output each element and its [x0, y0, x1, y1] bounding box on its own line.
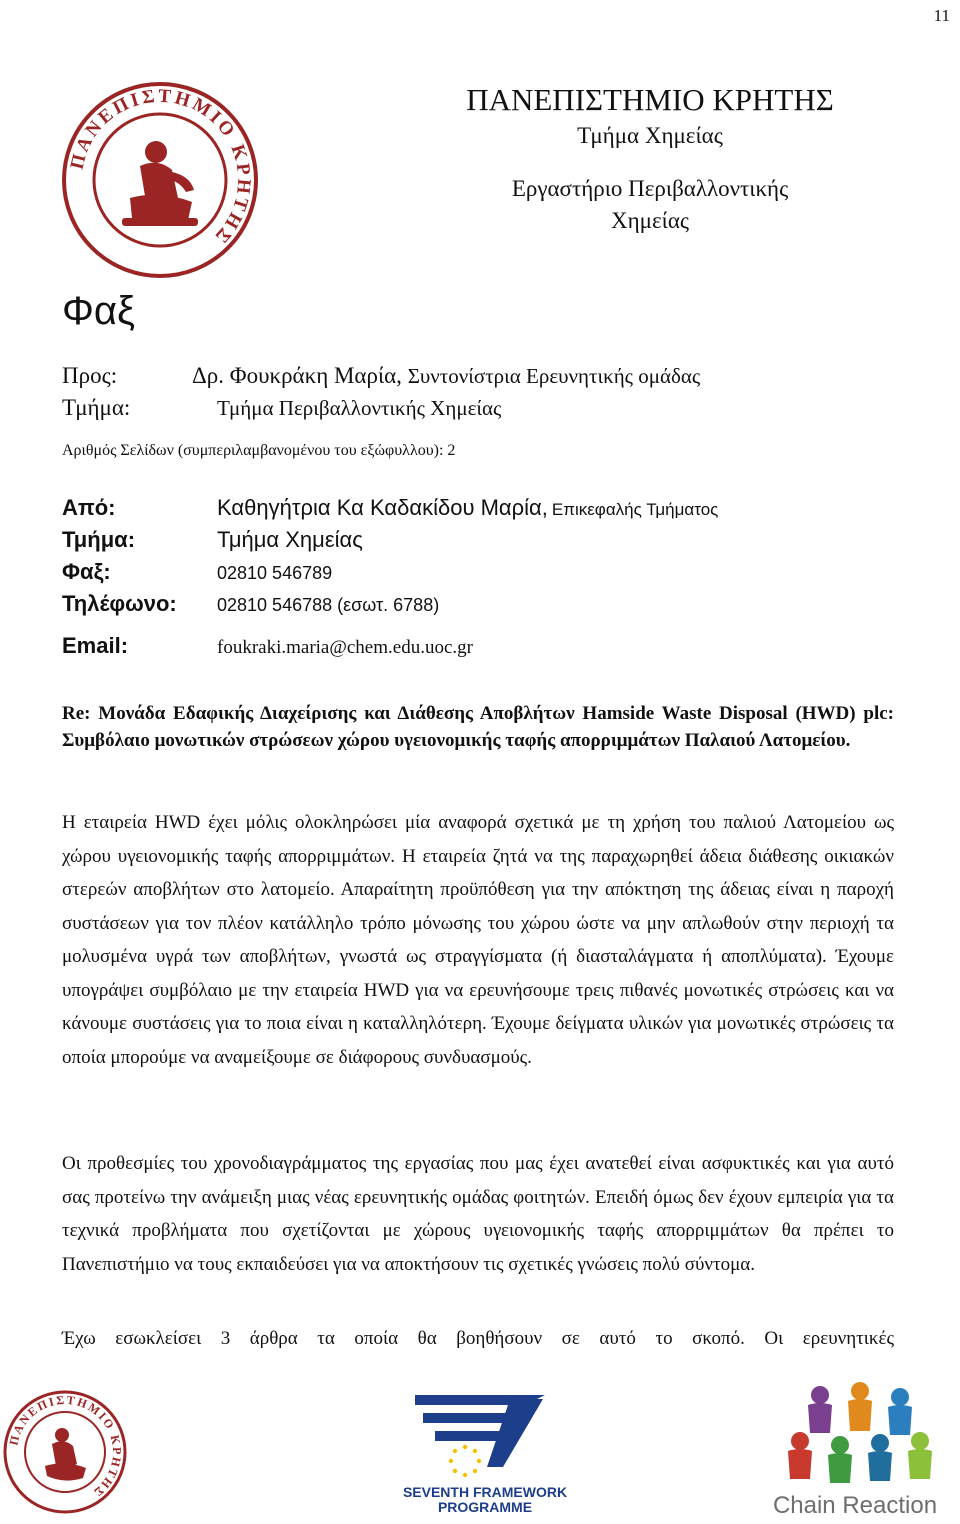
phone-number: 02810 546788 (εσωτ. 6788)	[217, 595, 440, 615]
from-dept-label: Τμήμα:	[62, 527, 136, 552]
fax-title: Φαξ	[62, 289, 135, 333]
fax-label: Φαξ:	[62, 559, 111, 584]
body-paragraph-3	[62, 1322, 894, 1356]
sender-department: Τμήμα Χημείας	[217, 527, 363, 552]
sender-block	[62, 492, 718, 672]
svg-text:ΠΑΝΕΠΙΣΤΗΜΙΟ ΚΡΗΤΗΣ: ΠΑΝΕΠΙΣΤΗΜΙΟ ΚΡΗΤΗΣ	[6, 1392, 125, 1501]
phone-label: Τηλέφωνο:	[62, 591, 177, 616]
paragraph-text: Έχω εσωκλείσει 3 άρθρα τα οποία θα βοηθήσουν σε αυτό το σκοπό. Οι ερευνητικές	[62, 1328, 894, 1349]
department-name: Τμήμα Χημείας	[577, 123, 723, 148]
footer-university-seal-logo	[0, 1380, 130, 1520]
fp7-logo	[395, 1385, 575, 1515]
university-crete-seal-logo	[60, 80, 260, 280]
page-number: 11	[933, 6, 950, 25]
sender-role: Επικεφαλής Τμήματος	[551, 500, 719, 519]
chain-reaction-logo	[760, 1375, 950, 1520]
sender-name: Καθηγήτρια Κα Καδακίδου Μαρία,	[217, 495, 548, 520]
recipient-role: Συντονίστρια Ερευνητικής ομάδας	[407, 364, 701, 388]
body-paragraph-1	[62, 806, 894, 1074]
page-count-line: Αριθμός Σελίδων (συμπεριλαμβανομένου του εξώφυλλου): 2	[62, 442, 456, 459]
fax-number: 02810 546789	[217, 563, 333, 583]
lab-name-line1: Εργαστήριο Περιβαλλοντικής	[511, 176, 789, 201]
paragraph-text: Η εταιρεία HWD έχει μόλις ολοκληρώσει μία αναφορά σχετικά με τη χρήση του παλιού Λατομείου ως χώρου υγειονομικής ταφής απορριμμάτων. Η εταιρεία ζητά να της παραχωρηθεί άδεια διάθεσης οικιακών στερεών αποβλήτων στο λατομείο. Απαραίτητη προϋπόθεση για την απόκτηση της άδειας είναι η παροχή συστάσεων για τον πλέον κατάλληλο τρόπο μόνωσης του χώρου ώστε να μην απλωθούν στην περιοχή τα μολυσμένα υγρά των αποβλήτων, γνωστά ως στραγγίσματα (ή διασταλάγματα ή αποπλύματα). Έχουμε υπογράψει συμβόλαιο με την εταιρεία HWD για να ερευνήσουμε τρεις πιθανές μονωτικές στρώσεις και να κάνουμε συστάσεις για το ποια είναι η καταλληλότερη. Έχουμε δείγματα υλικών για μονωτικές στρώσεις τα οποία μπορούμε να αναμείξουμε σε διάφορους συνδυασμούς.	[62, 812, 894, 1068]
recipient-block	[62, 360, 700, 424]
fp7-line2: PROGRAMME	[437, 1499, 533, 1515]
recipient-title: Δρ.	[192, 363, 225, 388]
to-dept-label: Τμήμα:	[62, 395, 131, 420]
lab-name-line2: Χημείας	[611, 208, 689, 233]
fp7-line1: SEVENTH FRAMEWORK	[402, 1484, 568, 1500]
to-label: Προς:	[62, 363, 118, 388]
university-header	[440, 80, 860, 237]
university-name: ΠΑΝΕΠΙΣΤΗΜΙΟ ΚΡΗΤΗΣ	[466, 82, 834, 117]
chain-reaction-text: Chain Reaction	[772, 1492, 938, 1519]
recipient-name: Φουκράκη Μαρία,	[229, 363, 402, 388]
svg-text:ΠΑΝΕΠΙΣΤΗΜΙΟ ΚΡΗΤΗΣ: ΠΑΝΕΠΙΣΤΗΜΙΟ ΚΡΗΤΗΣ	[66, 85, 255, 249]
subject-line: Re: Μονάδα Εδαφικής Διαχείρισης και Διάθεσης Αποβλήτων Hamside Waste Disposal (HWD) plc: Συμβόλαιο μονωτικών στρώσεων χώρου υγειονομικής ταφής απορριμμάτων Παλαιού Λατομείου.	[62, 703, 894, 751]
email-link[interactable]: foukraki.maria@chem.edu.uoc.gr	[217, 637, 473, 658]
recipient-department: Τμήμα Περιβαλλοντικής Χημείας	[217, 396, 502, 420]
paragraph-text: Οι προθεσμίες του χρονοδιαγράμματος της εργασίας που μας έχει ανατεθεί είναι ασφυκτικές και για αυτό σας προτείνω την ανάμειξη μιας νέας ερευνητικής ομάδας φοιτητών. Επειδή όμως δεν έχουν εμπειρία για τα τεχνικά προβλήματα που σχετίζονται με χώρους υγειονομικής ταφής απορριμμάτων θα πρέπει το Πανεπιστήμιο να τους εκπαιδεύσει για να αποκτήσουν τις σχετικές γνώσεις πολύ σύντομα.	[62, 1153, 894, 1275]
body-paragraph-2	[62, 1147, 894, 1281]
email-label: Email:	[62, 633, 129, 658]
from-label: Από:	[62, 495, 116, 520]
